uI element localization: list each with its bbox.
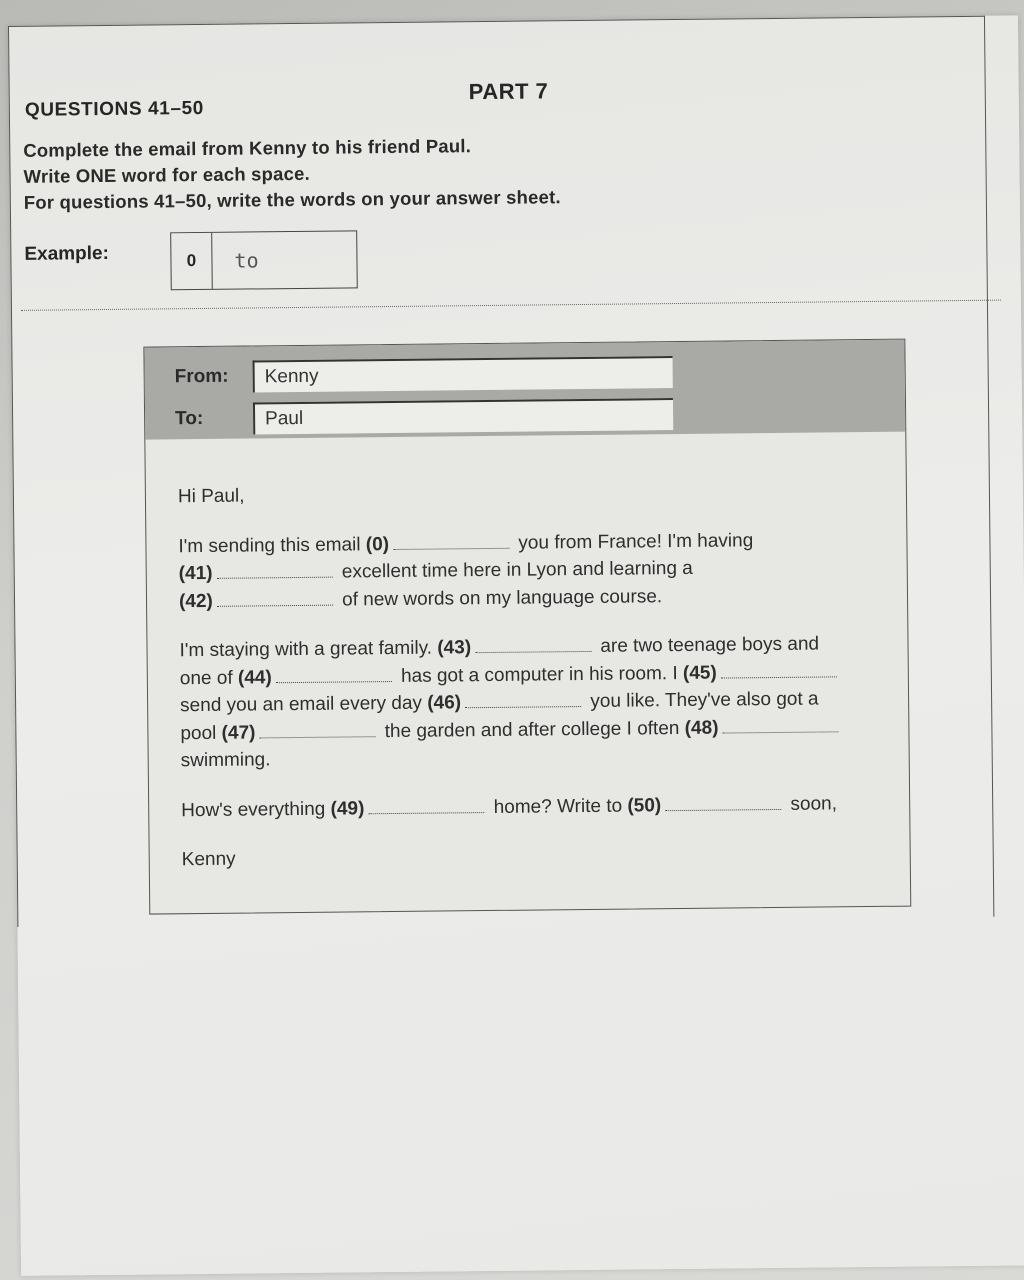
text-fragment: pool xyxy=(180,722,217,744)
text-line xyxy=(180,661,841,689)
paragraph-1 xyxy=(178,525,899,615)
text-line xyxy=(180,689,819,717)
from-row xyxy=(175,356,673,393)
example-number: 0 xyxy=(171,233,213,289)
question-number: (42) xyxy=(178,590,213,612)
answer-gap xyxy=(721,662,837,678)
email-header xyxy=(144,340,905,440)
text-line xyxy=(179,558,693,584)
text-line xyxy=(179,586,662,612)
instruction-line: Complete the email from Kenny to his friend Paul. xyxy=(23,135,472,161)
question-number: (41) xyxy=(178,562,213,585)
text-fragment: soon, xyxy=(790,792,838,815)
example-answer: to xyxy=(234,248,259,273)
question-number: (44) xyxy=(237,666,272,689)
text-fragment: you from France! I'm having xyxy=(518,529,754,554)
paragraph-3 xyxy=(181,789,901,824)
question-number: (46) xyxy=(427,692,462,714)
answer-gap xyxy=(393,533,509,549)
text-line xyxy=(179,634,819,662)
email-body xyxy=(178,476,902,896)
signoff: Kenny xyxy=(181,848,236,871)
answer-gap xyxy=(217,590,333,606)
question-number: (47) xyxy=(221,721,256,744)
text-fragment: How's everything xyxy=(181,798,326,821)
text-fragment: one of xyxy=(179,667,233,689)
text-fragment: I'm sending this email xyxy=(178,533,361,557)
instruction-line: For questions 41–50, write the words on your answer sheet. xyxy=(23,186,561,213)
answer-gap xyxy=(665,794,781,810)
text-fragment: are two teenage boys and xyxy=(600,633,820,657)
text-fragment: the garden and after college I often xyxy=(384,717,680,742)
to-label: To: xyxy=(175,407,204,430)
text-fragment: of new words on my language course. xyxy=(341,585,663,611)
from-field: Kenny xyxy=(253,356,673,392)
question-number: (45) xyxy=(682,662,717,684)
to-row xyxy=(175,398,673,435)
paragraph-2 xyxy=(179,630,900,775)
question-number: (0) xyxy=(365,533,390,555)
text-fragment: you like. They've also got a xyxy=(590,688,819,712)
question-number: (49) xyxy=(330,797,365,820)
answer-gap xyxy=(368,798,484,814)
answer-gap xyxy=(276,667,392,683)
instruction-line: Write ONE word for each space. xyxy=(23,162,310,187)
example-label: Example: xyxy=(24,242,109,265)
answer-gap xyxy=(465,692,581,708)
text-fragment: I'm staying with a great family. xyxy=(179,637,433,662)
question-number: (48) xyxy=(684,717,719,739)
question-number: (43) xyxy=(437,637,472,659)
email-box xyxy=(143,339,911,915)
text-line xyxy=(181,749,271,771)
answer-gap xyxy=(216,563,332,579)
text-fragment: excellent time here in Lyon and learning a xyxy=(341,557,693,583)
answer-gap xyxy=(475,637,591,653)
answer-gap xyxy=(259,722,375,738)
example-box xyxy=(170,230,358,290)
text-line xyxy=(180,716,842,744)
instructions xyxy=(23,132,561,216)
question-number: (50) xyxy=(627,794,662,817)
text-fragment: swimming. xyxy=(180,749,271,772)
answer-gap xyxy=(722,717,838,733)
questions-heading: QUESTIONS 41–50 xyxy=(24,97,205,121)
text-line xyxy=(181,793,837,821)
to-field: Paul xyxy=(253,398,673,434)
text-fragment: has got a computer in his room. I xyxy=(400,662,678,687)
text-line xyxy=(178,530,753,557)
exam-page xyxy=(8,15,1024,1276)
greeting: Hi Paul, xyxy=(177,485,245,508)
from-label: From: xyxy=(174,365,229,388)
text-fragment: send you an email every day xyxy=(180,692,423,717)
part-title: PART 7 xyxy=(468,78,549,105)
text-fragment: home? Write to xyxy=(493,795,623,818)
